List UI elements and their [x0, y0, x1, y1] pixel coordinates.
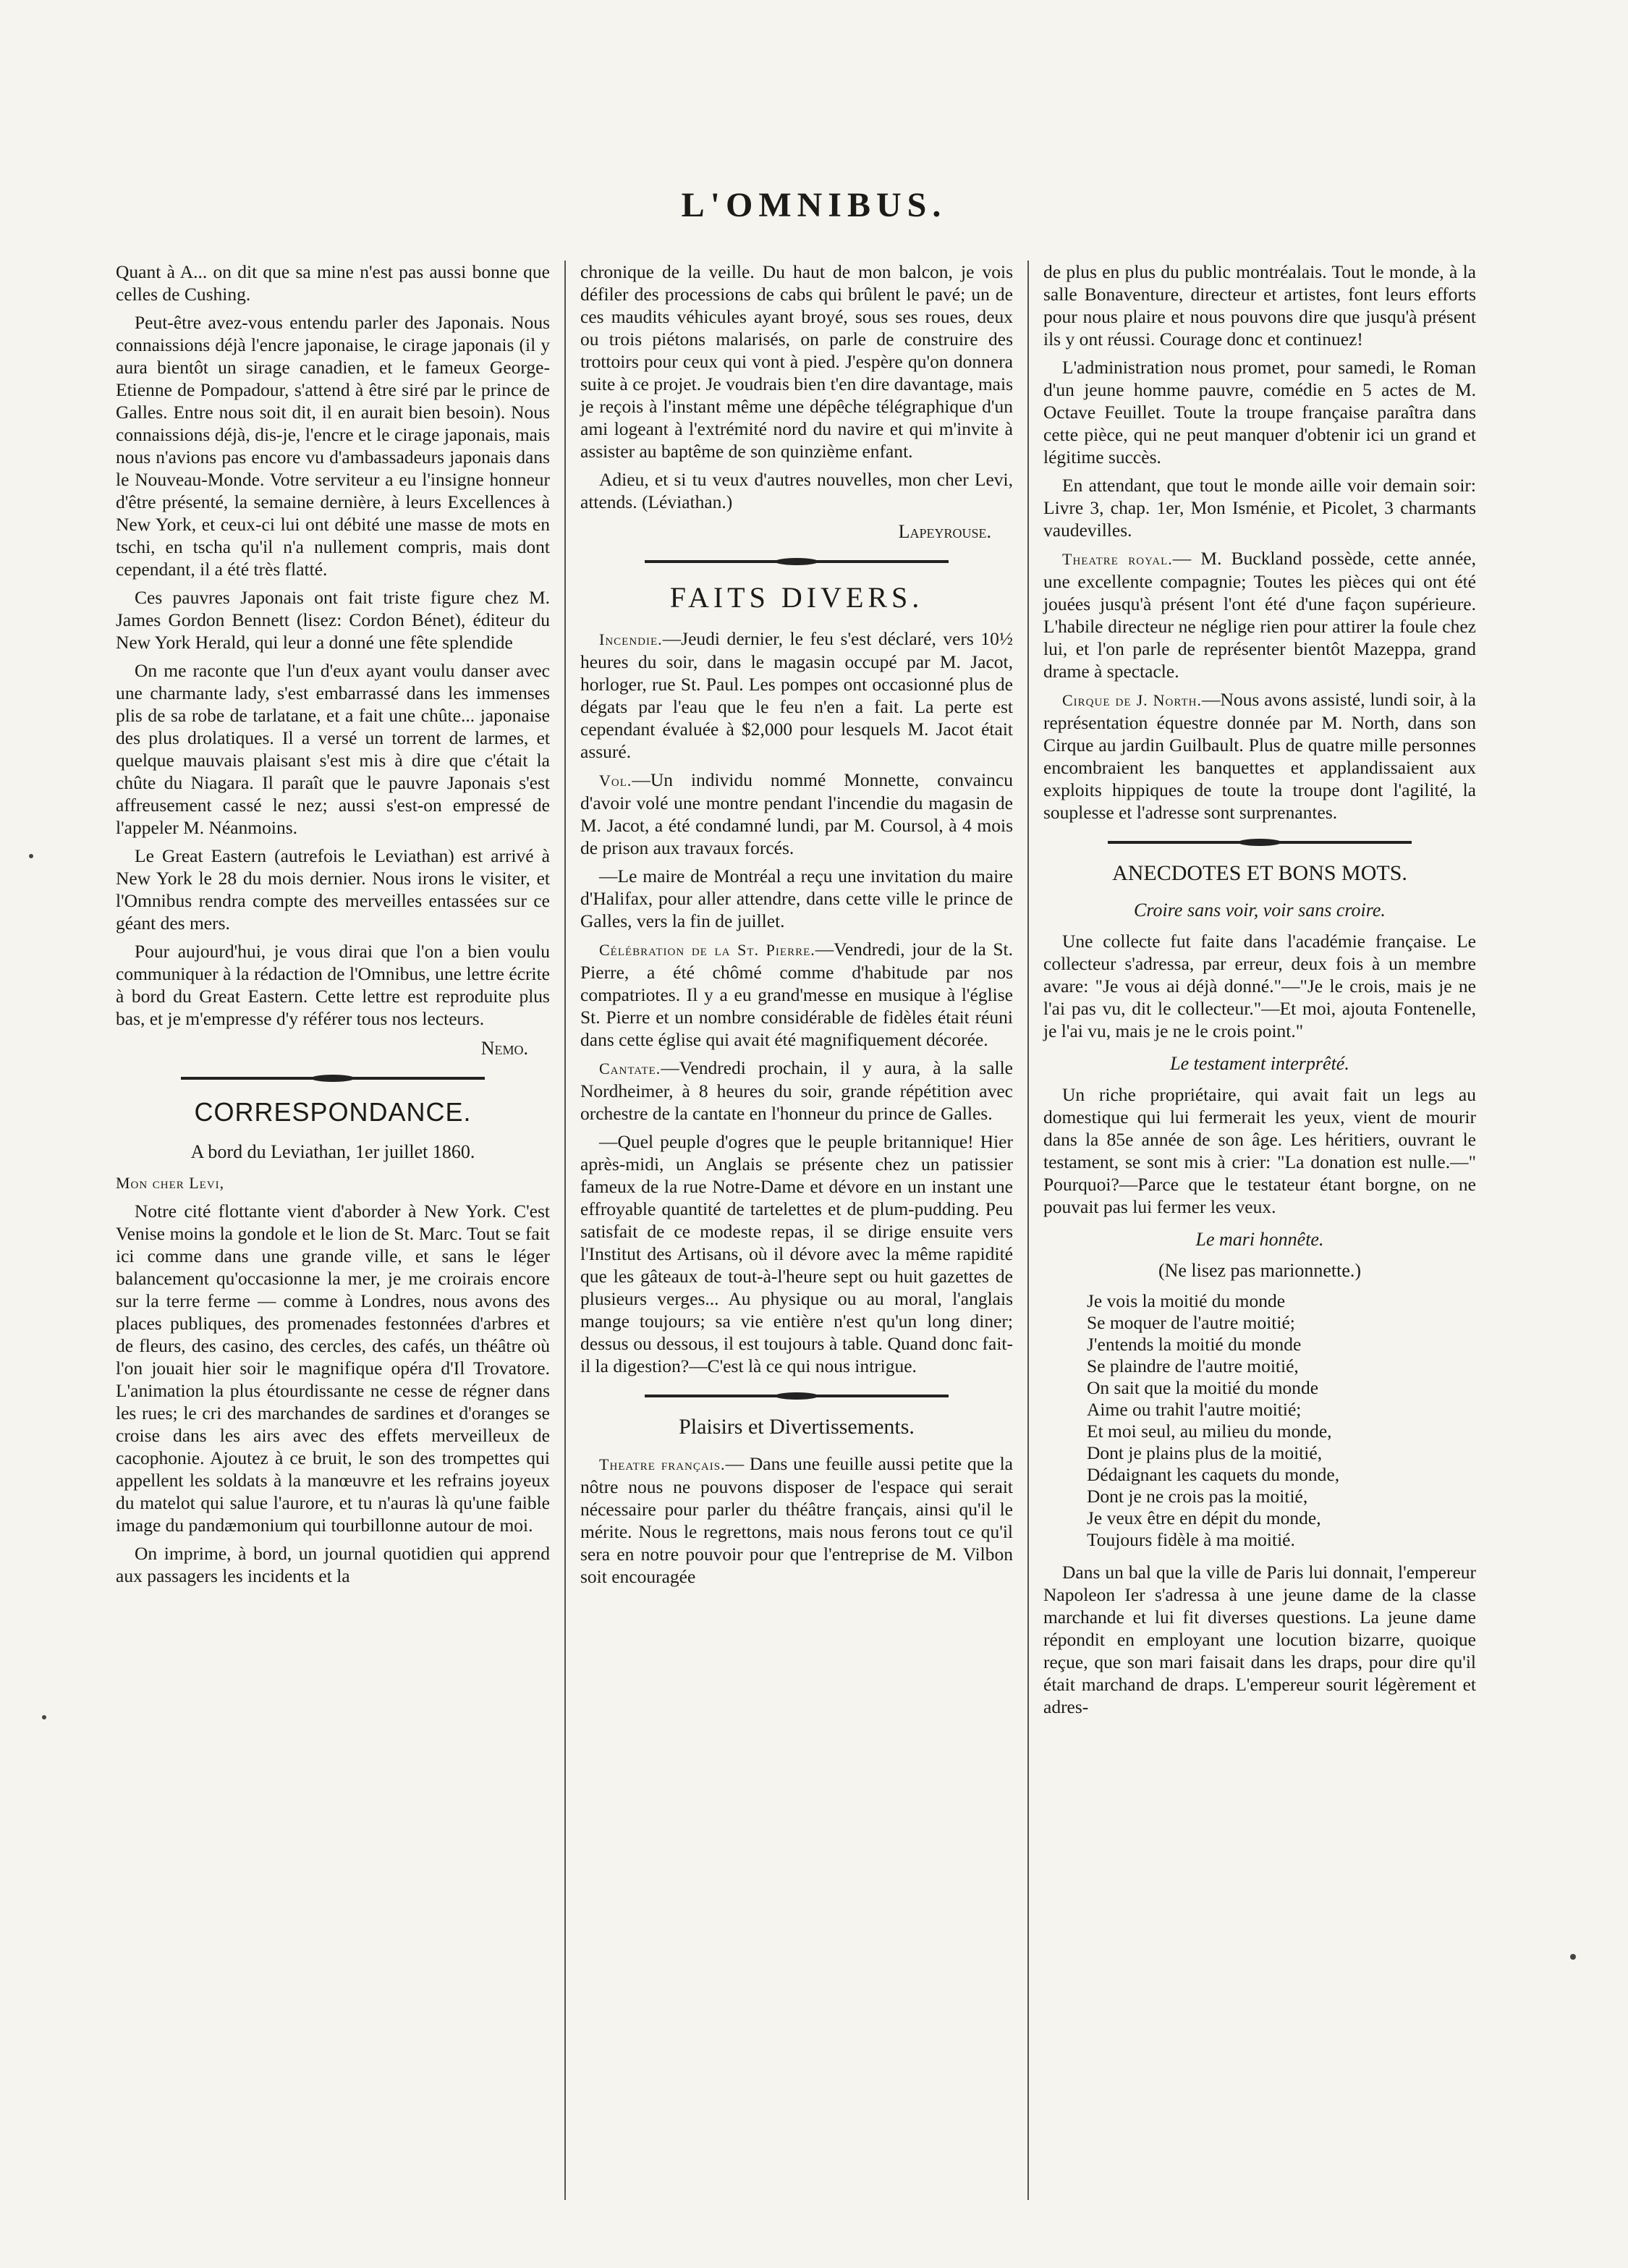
paragraph: Dans un bal que la ville de Paris lui donnait, l'empereur Napoleon Ier s'adressa à une jeune dame de la classe marchande et lui fit diverses questions. La jeune dame répondit en employant une locution bizarre, quoique reçue, que son mari faisait dans les draps, pour dire qu'il était marchand de draps. L'empereur sourit légèrement et adres- — [1043, 1562, 1476, 1717]
news-item — [1043, 547, 1476, 682]
paragraph: L'administration nous promet, pour samedi, le Roman d'un jeune homme pauvre, comédie en 5 actes de M. Octave Feuillet. Toute la troupe française paraîtra dans cette pièce, qui ne peut manquer d'obtenir ici un grand et légitime succès. — [1043, 357, 1476, 467]
section-divider — [645, 560, 949, 563]
poem-line: Se moquer de l'autre moitié; — [1087, 1312, 1295, 1333]
news-item — [580, 1057, 1013, 1125]
news-text: —Vendredi prochain, il y aura, à la salle Nordheimer, à 8 heures du soir, grande répétition avec orchestre de la cantate en l'honneur du prince de Galles. — [580, 1057, 1013, 1124]
news-text: —Le maire de Montréal a reçu une invitation du maire d'Halifax, pour aller attendre, dans cette ville le prince de Galles, vers la fin de juillet. — [580, 866, 1013, 931]
section-heading-correspondance: CORRESPONDANCE. — [194, 1097, 472, 1127]
paragraph: Un riche propriétaire, qui avait fait un legs au domestique qui lui fermerait les yeux, vient de mourir dans la 85e année de son âge. Les héritiers, ouvrant le testament, se sont mis à crier: "La donation est nulle.—" Pourquoi?—Parce que le testateur étant borgne, on ne pouvait pas lui fermer les veux. — [1043, 1084, 1476, 1217]
poem-line: Je veux être en dépit du monde, — [1087, 1507, 1321, 1528]
page-title: L'OMNIBUS. — [681, 186, 947, 224]
news-text: —Quel peuple d'ogres que le peuple britannique! Hier après-midi, un Anglais se présente chez un patissier fameux de la rue Notre-Dame et dévore en un instant une effroyable quantité de tartelettes et de plum-pudding. Peu satisfait de ce modeste repas, il se dirige ensuite vers l'Institut des Artisans, où il dévore avec la même rapidité que les gâteaux de tout-à-l'heure sept ou huit gazettes de plusieurs verges... Au physique ou au moral, l'anglais mange toujours; sa vie entière n'est qu'un long diner; dessus ou dessous, il est toujours à table. Quand donc fait-il la digestion?—C'est là ce qui nous intrigue. — [580, 1131, 1013, 1376]
paragraph: de plus en plus du public montréalais. Tout le monde, à la salle Bonaventure, directeur et artistes, font leurs efforts pour nous plaire et nous pouvons dire que jusqu'à présent ils y ont réussi. Courage donc et continuez! — [1043, 261, 1476, 350]
news-item — [580, 1452, 1013, 1588]
news-text: — Dans une feuille aussi petite que la nôtre nous ne pouvons disposer de l'espace qui serait nécessaire pour parler du théâtre français, ainsi qu'il le mérite. Nous le regrettons, mais nous ferons tout ce qu'il sera en notre pouvoir pour que l'entreprise de M. Vilbon soit encouragée — [580, 1453, 1013, 1587]
news-label: Theatre royal. — [1062, 550, 1173, 568]
news-text: —Un individu nommé Monnette, convaincu d'avoir volé une montre pendant l'incendie du magasin de M. Jacot, a été condamné lundi, par M. Coursol, à 4 mois de prison aux travaux forcés. — [580, 769, 1013, 858]
news-item — [580, 769, 1013, 859]
paragraph: Le Great Eastern (autrefois le Leviathan) est arrivé à New York le 28 du mois dernier. Nous irons le visiter, et l'Omnibus rendra compte des merveilles entassées sur ce géant des mers. — [116, 845, 550, 934]
paragraph: chronique de la veille. Du haut de mon balcon, je vois défiler des processions de cabs qui brûlent le pavé; un de ces maudits véhicules ayant broyé, sous ses roues, deux ou trois piétons malarisés, on parle de construire des trottoirs pour ceux qui vont à pied. J'espère qu'on donnera suite à ce projet. Je voudrais bien t'en dire davantage, mais je reçois à l'instant même une dépêche télégraphique d'un ami logeant à l'extrémité nord du navire et qui m'invite à assister au baptême de son quinzième enfant. — [580, 261, 1013, 462]
news-item — [580, 938, 1013, 1051]
poem-line: Et moi seul, au milieu du monde, — [1087, 1421, 1332, 1442]
column-2 — [564, 261, 1027, 2200]
news-text: —Jeudi dernier, le feu s'est déclaré, vers 10½ heures du soir, dans le magasin occupé par M. Jacot, horloger, rue St. Paul. Les pompes ont occasionné plus de dégats par l'eau que le feu n'en a fait. La perte est cependant évaluée à $2,000 pour lesquels M. Jacot était assuré. — [580, 628, 1013, 762]
poem-line: Dont je plains plus de la moitié, — [1087, 1442, 1323, 1463]
column-1 — [101, 261, 564, 2200]
paragraph: On me raconte que l'un d'eux ayant voulu danser avec une charmante lady, s'est embarrassé dans les immenses plis de sa robe de tarlatane, et a fait une chûte... japonaise des plus drolatiques. Il a versé un torrent de larmes, et quelque mauvais plaisant s'est mis à dire que c'était la chûte du Niagara. Il paraît que le pauvre Japonais s'est affreusement cassé le nez; aussi s'est-on empressé de l'appeler M. Néanmoins. — [116, 660, 550, 838]
scan-speck — [1570, 1954, 1576, 1960]
anecdote-subtitle: (Ne lisez pas marionnette.) — [1158, 1260, 1362, 1281]
signature: Lapeyrouse. — [898, 521, 991, 542]
section-heading-faits-divers: FAITS DIVERS. — [669, 581, 924, 614]
news-text: —Vendredi, jour de la St. Pierre, a été chômé comme d'habitude par nos compatriotes. Il y a eu grand'messe en musique à l'église St. Pierre et un nombre considérable de fidèles était réuni dans cette église qui avait été magnifiquement décorée. — [580, 939, 1013, 1050]
poem-line: Je vois la moitié du monde — [1087, 1290, 1286, 1311]
news-label: Cantate. — [599, 1059, 661, 1078]
section-divider — [181, 1077, 485, 1080]
poem-line: Dont je ne crois pas la moitié, — [1087, 1486, 1308, 1507]
salutation: Mon cher Levi, — [116, 1174, 225, 1192]
news-label: Cirque de J. North. — [1062, 691, 1202, 709]
poem-line: Toujours fidèle à ma moitié. — [1087, 1529, 1295, 1550]
paragraph: Une collecte fut faite dans l'académie française. Le collecteur s'adressa, par erreur, deux fois à un membre avare: "Je vous ai déjà donné."—"Je le crois, mais je ne l'ai pas vu, dit le collecteur."—Et moi, ajouta Fontenelle, je l'ai vu, mais je ne le crois point." — [1043, 931, 1476, 1041]
news-text: — M. Buckland possède, cette année, une excellente compagnie; Toutes les pièces qui ont été jouées jusqu'à présent l'ont été d'une façon supérieure. L'habile directeur ne néglige rien pour attirer la foule chez lui, et l'on parle de représenter bientôt Mazeppa, grand drame à spectacle. — [1043, 548, 1477, 682]
news-item — [580, 865, 1013, 932]
paragraph: Adieu, et si tu veux d'autres nouvelles, mon cher Levi, attends. (Léviathan.) — [580, 469, 1013, 512]
section-divider — [645, 1395, 949, 1397]
dateline: A bord du Leviathan, 1er juillet 1860. — [190, 1141, 475, 1162]
paragraph: En attendant, que tout le monde aille voir demain soir: Livre 3, chap. 1er, Mon Isménie, et Picolet, 3 charmants vaudevilles. — [1043, 475, 1476, 541]
poem-line: Se plaindre de l'autre moitié, — [1087, 1355, 1299, 1376]
columns — [101, 261, 1519, 2200]
paragraph: Pour aujourd'hui, je vous dirai que l'on a bien voulu communiquer à la rédaction de l'Omnibus, une lettre écrite à bord du Great Eastern. Cette lettre est reproduite plus bas, et je m'empresse d'y référer tous nos lecteurs. — [116, 941, 550, 1029]
news-text: —Nous avons assisté, lundi soir, à la représentation équestre donnée par M. North, dans son Cirque au jardin Guilbault. Plus de quatre mille personnes encombraient les banquettes et applandissaient aux exploits hippiques de toute la troupe dont l'agilité, la souplesse et l'adresse sont surprenantes. — [1043, 689, 1476, 823]
news-label: Theatre français. — [599, 1455, 726, 1473]
scan-speck — [29, 854, 33, 858]
section-heading-plaisirs: Plaisirs et Divertissements. — [679, 1415, 915, 1439]
paragraph: Quant à A... on dit que sa mine n'est pas aussi bonne que celles de Cushing. — [116, 261, 550, 305]
signature: Nemo. — [480, 1038, 528, 1059]
poem — [1043, 1290, 1476, 1551]
news-label: Incendie. — [599, 630, 663, 648]
section-heading-anecdotes: ANECDOTES ET BONS MOTS. — [1112, 861, 1407, 885]
news-label: Vol. — [599, 771, 632, 790]
anecdote-title: Croire sans voir, voir sans croire. — [1134, 900, 1386, 921]
anecdote-title: Le testament interprêté. — [1170, 1053, 1349, 1074]
paragraph: Peut-être avez-vous entendu parler des Japonais. Nous connaissions déjà l'encre japonaise, le cirage japonais (il y aura bientôt un sirage canadien, et le fameux George-Etienne de Pompadour, s'attend à être siré par le prince de Galles. Entre nous soit dit, il en aurait bien besoin). Nous connaissions déjà, dis-je, l'encre et le cirage japonais, mais nous n'avions pas encore vu d'ambassadeurs japonais dans le Nouveau-Monde. Votre serviteur a eu l'insigne honneur d'être présenté, la semaine dernière, à leurs Excellences à New York, et ceux-ci lui ont débité une masse de mots en tschi, en tscha qu'il n'a nullement compris, mais dont cependant, il a été très flatté. — [116, 312, 550, 580]
poem-line: Aime ou trahit l'autre moitié; — [1087, 1399, 1302, 1420]
scan-speck — [42, 1715, 46, 1719]
news-item — [1043, 688, 1476, 824]
poem-line: J'entends la moitié du monde — [1087, 1334, 1302, 1355]
poem-line: Dédaignant les caquets du monde, — [1087, 1464, 1340, 1485]
news-label: Célébration de la St. Pierre. — [599, 941, 815, 959]
poem-line: On sait que la moitié du monde — [1087, 1377, 1319, 1398]
paragraph: Notre cité flottante vient d'aborder à New York. C'est Venise moins la gondole et le lion de St. Marc. Tout se fait ici comme dans une grande ville, et sans le léger balancement qu'occasionne la mer, je me croirais encore sur la terre ferme — comme à Londres, nous avons des places publiques, des promenades festonnées d'arbres et de fleurs, des casino, des cercles, des cafés, un théâtre où l'on jouait hier soir le magnifique opéra d'Il Trovatore. L'animation la plus étourdissante ne cesse de régner dans les rues; le cri des marchandes de sardines et d'oranges se croise dans les airs avec des effets merveilleux de cacophonie. Ajoutez à ce bruit, le son des trompettes qui appellent les soldats à la manœuvre et les refrains joyeux du matelot qui salue l'aurore, et tu n'auras là qu'une faible image du pandæmonium qui tourbillonne autour de moi. — [116, 1201, 550, 1536]
section-divider — [1108, 841, 1412, 844]
column-3 — [1027, 261, 1491, 2200]
paragraph: On imprime, à bord, un journal quotidien qui apprend aux passagers les incidents et la — [116, 1543, 550, 1586]
news-item — [580, 1130, 1013, 1377]
anecdote-title: Le mari honnête. — [1195, 1229, 1324, 1250]
news-item — [580, 627, 1013, 763]
paragraph: Ces pauvres Japonais ont fait triste figure chez M. James Gordon Bennett (lisez: Cordon Bénet), éditeur du New York Herald, qui leur a donné une fête splendide — [116, 587, 550, 653]
